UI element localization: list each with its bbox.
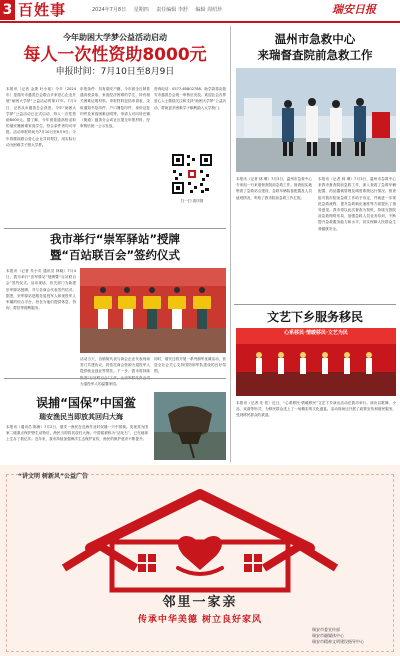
lead-col-1: 本报讯（记者 金萧 叶小瑶）今年（2024年）是瑞安市慈善总会联合多家爱心企业开展“助困大学梦”公益活动的第17年。7月3日，记者从市慈善总会获悉，今年“助困大学梦”公益活动已正式启动，每人一次性资助8000元。据了解，今年被普通高校录取的瑞安籍困难家庭学生，符合条件者均可申报。活动申报时间为7月10日至8月9日。今年将继续联合爱心企业共同帮扶，用实际行动为困难学子圆大学梦。	[6, 87, 76, 147]
ad-series-label: “讲文明 树新风”公益广告	[18, 473, 88, 480]
shark-subhead: 瑞安渔民当即放其回归大海	[39, 413, 123, 421]
post-col-3: 同时，瑞安还将开展一系列拥军优属活动，营造全社会关心支持国防和军队建设的良好氛围。	[154, 357, 226, 374]
ceremony-photo	[80, 268, 226, 353]
culture-headline: 文艺下乡服务移民	[266, 310, 363, 324]
lead-dateline: 申报时间：7月10日至8月9日	[55, 67, 175, 77]
house-illustration	[60, 488, 340, 594]
masthead-logo: 瑞安日报	[332, 3, 376, 16]
performance-photo	[236, 328, 396, 396]
header-meta	[92, 6, 228, 14]
lead-col-3: 咨询电话：0577-65802788。助学款将由瑞安市慈善总会统一审核后发放。欢迎社会各界爱心人士继续关注和支持“助困大学梦”公益活动，帮助更多困难学子顺利踏入大学校门。	[154, 87, 226, 110]
post-headline-1: 我市举行“崇军驿站”授牌	[49, 232, 181, 246]
weekday: 星期四	[133, 7, 149, 13]
ad-org-3: 瑞安市精神文明建设指导中心	[312, 639, 364, 644]
first-aid-col-2: 本报讯（记者 林 琳）7月3日，温州市急救中心来我市督查院前急救工作，深入查看了急救车辆配置、药品器械管理及调度系统运行情况。督查组对我市院前急救工作给予肯定，并就进一步规范急救流程、提升急救响应速度等方面提出了指导意见。我市将以此次督查为契机，持续完善院前急救网络布局，加强急救人员业务培训，不断提升急救服务能力和水平，切实保障人民群众生命健康安全。	[318, 177, 396, 231]
inspection-photo	[236, 68, 396, 172]
first-aid-headline-1: 温州市急救中心	[274, 32, 356, 46]
section-title: 百姓事	[18, 1, 67, 19]
post-headline-2: 暨“百站联百会”签约仪式	[49, 248, 181, 262]
lead-headline: 每人一次性资助8000元	[23, 45, 207, 65]
lead-col-2: 申报条件：具有瑞安户籍，今年被全日制普通高校录取，家庭经济困难的学生，持有相关困难证明材料。申报材料包括申请表、录取通知书复印件、户口簿复印件、身份证复印件及家庭困难证明等。申请人可向所在镇（街道）慈善分会或社区提交申报材料，经审核后统一公示发放。	[80, 87, 150, 129]
header-rule	[0, 21, 400, 23]
issue-date: 2024年7月8日	[92, 7, 127, 13]
shark-headline: 误捕“国保”中国鲎	[36, 396, 136, 410]
performance-banner: 心系移民·情暖移民·文艺为民	[284, 330, 348, 336]
ad-slogan: 传承中华美德 树立良好家风	[137, 615, 263, 625]
ad-organizers	[312, 627, 364, 645]
qr-code[interactable]	[170, 152, 214, 196]
post-col-2: 活动当天，各镇街代表与商会企业代表现场签订共建协议，将依托商会资源为退役军人提供就业创业等帮扶。下一步，我市将持续 为退役军人的温馨家园。	[80, 357, 150, 386]
post-col-1: 本报讯（记者 朱小央 通讯员 林晓）7月4日，我市举行“崇军驿站”授牌暨“百站联百会”签约仪式。活动现场，有关部门为新建崇军驿站授牌，并与各商会代表签约结对。据悉，崇军驿站是服务退役军人和现役军人军属的综合平台，旨在为他们提供休息、咨询、帮扶等便利服务。	[6, 269, 76, 311]
horseshoe-crab-photo	[154, 392, 226, 460]
ad-title: 邻里一家亲	[162, 595, 238, 610]
page-number: 3	[0, 0, 15, 20]
copy-editor: 编辑 周绍珍	[195, 7, 223, 13]
section-rule	[4, 228, 226, 229]
culture-body: 本报讯（记者 朱 依）近日，“心系移民·情暖移民”文艺下乡演出活动在我市举行。演出以歌舞、小品、戏曲等形式，为移民群众送上了一场精彩的文化盛宴。活动现场还开展了政策宣传和便民服务，受到移民群众的欢迎。	[236, 401, 396, 418]
section-rule	[234, 304, 396, 305]
ad-org-1: 瑞安市委宣传部	[312, 627, 340, 632]
shark-body: 本报讯（通讯员 陈海）7月2日，瑞安一渔民在近海作业时误捕一只中国鲎。发现其为国家二级重点保护野生动物后，渔民当即将其放归大海。中国鲎被称为“活化石”，已在地球上生存了数亿年。近年来，我市持续加强海洋生态保护宣传，渔民的保护意识不断提升。	[6, 425, 148, 442]
column-divider	[230, 26, 231, 462]
first-aid-headline-2: 来瑞督查院前急救工作	[257, 48, 373, 62]
lead-kicker: 今年助困大学梦公益活动启动	[63, 33, 167, 42]
editor: 责任编辑 李舒	[156, 7, 188, 13]
ad-org-2: 瑞安市融媒体中心	[312, 633, 344, 638]
qr-caption: 扫一扫 看详情	[180, 199, 204, 203]
section-rule	[4, 378, 226, 379]
first-aid-col-1: 本报讯（记者 林 琳）7月3日，温州市急救中心专家组一行来瑞督查院前急救工作。督查组实地察看了急救站点建设、急救车辆装备配置及人员值班情况，听取了我市院前急救工作汇报。	[236, 177, 312, 200]
